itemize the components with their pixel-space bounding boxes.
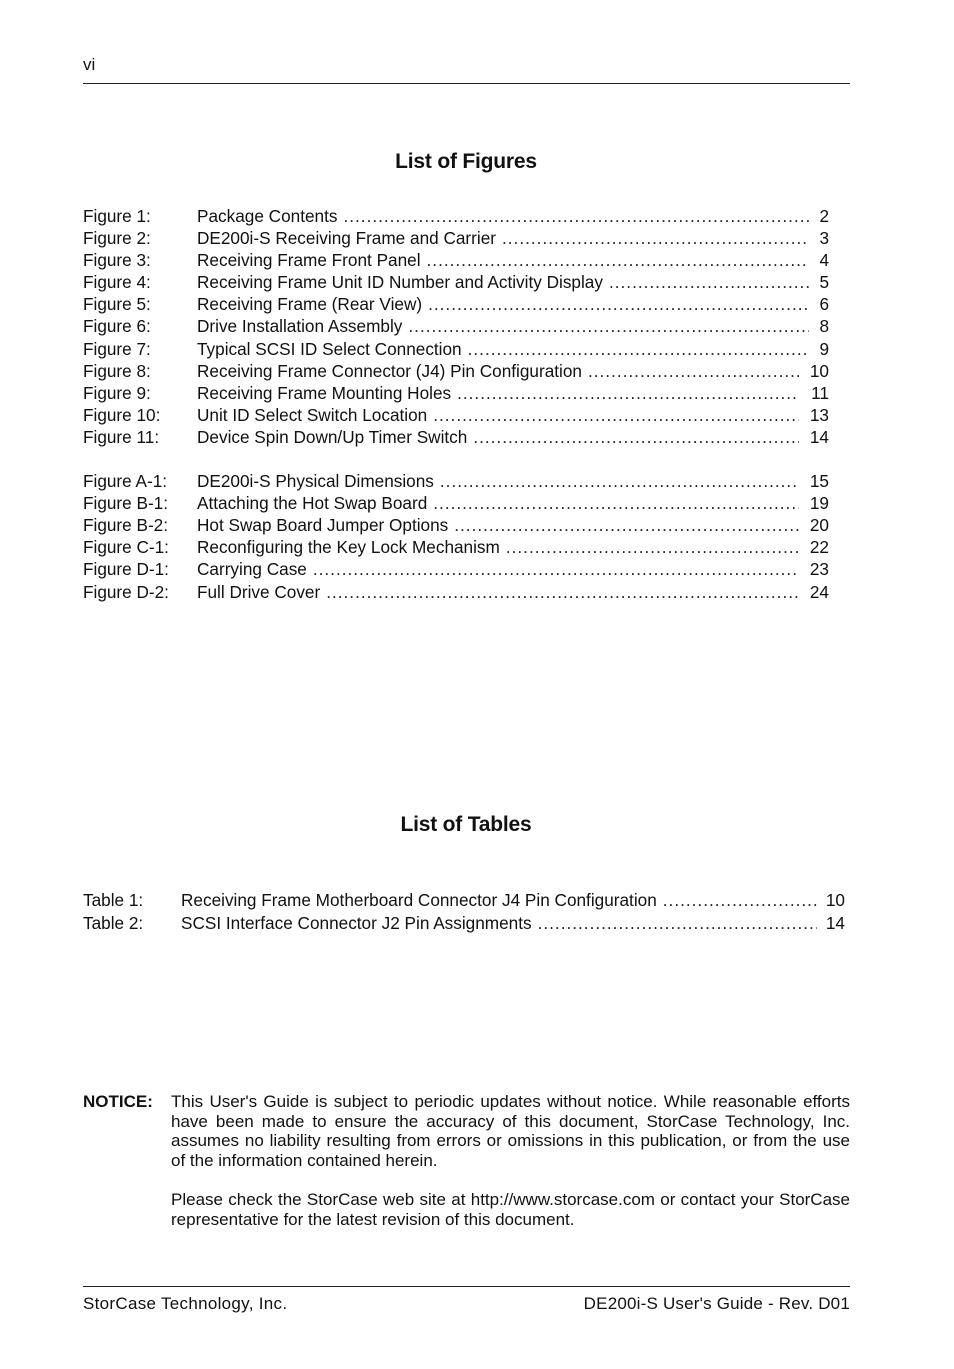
page-ref: 15 bbox=[809, 471, 829, 492]
figure-label: Figure 5: bbox=[83, 294, 151, 315]
notice-paragraph: This User's Guide is subject to periodic updates without notice. While reasonable efforts have been made to ensure the accuracy of this document, StorCase Technology, Inc. assumes no liability resulting from errors or omissions in this publication, or from the use of the information contained herein. bbox=[171, 1092, 850, 1170]
list-item[interactable] bbox=[83, 471, 829, 493]
figure-label: Figure D-2: bbox=[83, 581, 169, 602]
figure-label: Figure 4: bbox=[83, 272, 151, 293]
figure-title: DE200i-S Physical Dimensions bbox=[197, 471, 434, 492]
page-ref: 8 bbox=[819, 316, 829, 337]
list-item[interactable] bbox=[83, 294, 829, 316]
dot-leader bbox=[473, 427, 799, 448]
dot-leader bbox=[326, 582, 799, 603]
figure-label: Figure D-1: bbox=[83, 559, 169, 580]
list-item[interactable] bbox=[83, 383, 829, 405]
notice-label: NOTICE: bbox=[83, 1092, 153, 1111]
list-item[interactable] bbox=[83, 228, 829, 250]
page-ref: 13 bbox=[809, 404, 829, 425]
dot-leader bbox=[588, 361, 799, 382]
dot-leader bbox=[502, 228, 809, 249]
figure-title: Attaching the Hot Swap Board bbox=[197, 493, 428, 514]
dot-leader bbox=[538, 913, 817, 934]
figure-label: Figure 7: bbox=[83, 338, 151, 359]
figure-label: Figure 6: bbox=[83, 316, 151, 337]
list-item[interactable] bbox=[83, 515, 829, 537]
list-item[interactable] bbox=[83, 493, 829, 515]
dot-leader bbox=[440, 471, 799, 492]
figure-label: Figure 1: bbox=[83, 206, 151, 226]
page-ref: 14 bbox=[825, 913, 845, 933]
figure-label: Figure 10: bbox=[83, 404, 161, 425]
dot-leader bbox=[433, 405, 799, 426]
figure-label: Figure 8: bbox=[83, 360, 151, 381]
figure-title: Receiving Frame Unit ID Number and Activity Display bbox=[197, 272, 603, 293]
page-number: vi bbox=[83, 55, 96, 74]
figure-title: Receiving Frame (Rear View) bbox=[197, 294, 423, 315]
tables-list bbox=[83, 890, 845, 936]
figure-label: Figure 9: bbox=[83, 382, 151, 403]
figure-title: Receiving Frame Connector (J4) Pin Configuration bbox=[197, 360, 582, 381]
figure-title: DE200i-S Receiving Frame and Carrier bbox=[197, 228, 496, 249]
dot-leader bbox=[408, 316, 809, 337]
list-item[interactable] bbox=[83, 890, 845, 913]
figure-title: Typical SCSI ID Select Connection bbox=[197, 338, 462, 359]
page-ref: 5 bbox=[819, 272, 829, 293]
dot-leader bbox=[343, 206, 809, 227]
page-ref: 14 bbox=[809, 426, 829, 447]
page-ref: 22 bbox=[809, 537, 829, 558]
footer-document-title: DE200i-S User's Guide - Rev. D01 bbox=[583, 1294, 850, 1313]
dot-leader bbox=[457, 383, 799, 404]
table-label: Table 2: bbox=[83, 913, 144, 933]
dot-leader bbox=[468, 339, 809, 360]
page-ref: 10 bbox=[809, 360, 829, 381]
figure-title: Receiving Frame Mounting Holes bbox=[197, 382, 452, 403]
figure-title: Carrying Case bbox=[197, 559, 307, 580]
list-item[interactable] bbox=[83, 427, 829, 449]
dot-leader bbox=[506, 537, 799, 558]
dot-leader bbox=[427, 250, 809, 271]
figures-list bbox=[83, 206, 829, 604]
figure-title: Package Contents bbox=[197, 206, 338, 226]
figure-label: Figure B-1: bbox=[83, 493, 169, 514]
list-item[interactable] bbox=[83, 559, 829, 581]
figure-title: Hot Swap Board Jumper Options bbox=[197, 515, 449, 536]
notice-block bbox=[83, 1092, 850, 1249]
page-ref: 2 bbox=[819, 206, 829, 226]
page-ref: 24 bbox=[809, 581, 829, 602]
dot-leader bbox=[609, 272, 809, 293]
list-item[interactable] bbox=[83, 250, 829, 272]
figure-label: Figure C-1: bbox=[83, 537, 169, 558]
list-item[interactable] bbox=[83, 582, 829, 604]
dot-leader bbox=[428, 294, 809, 315]
table-label: Table 1: bbox=[83, 890, 144, 910]
page-ref: 3 bbox=[819, 228, 829, 249]
figure-label: Figure B-2: bbox=[83, 515, 169, 536]
notice-paragraph: Please check the StorCase web site at http://www.storcase.com or contact your StorCase representative for the latest revision of this document. bbox=[171, 1189, 850, 1229]
header-rule bbox=[83, 83, 850, 84]
figure-title: Drive Installation Assembly bbox=[197, 316, 403, 337]
list-item[interactable] bbox=[83, 537, 829, 559]
notice-body bbox=[171, 1092, 850, 1229]
dot-leader bbox=[313, 559, 799, 580]
figure-title: Device Spin Down/Up Timer Switch bbox=[197, 426, 468, 447]
figure-title: Unit ID Select Switch Location bbox=[197, 404, 428, 425]
page-ref: 4 bbox=[819, 250, 829, 271]
list-of-figures-title: List of Figures bbox=[395, 150, 537, 173]
list-item[interactable] bbox=[83, 206, 829, 228]
figure-label: Figure 2: bbox=[83, 228, 151, 249]
page-ref: 23 bbox=[809, 559, 829, 580]
list-item[interactable] bbox=[83, 405, 829, 427]
dot-leader bbox=[663, 890, 817, 911]
list-of-tables-title: List of Tables bbox=[400, 813, 532, 836]
page-ref: 20 bbox=[809, 515, 829, 536]
figure-title: Reconfiguring the Key Lock Mechanism bbox=[197, 537, 500, 558]
figure-label: Figure A-1: bbox=[83, 471, 168, 492]
table-title: Receiving Frame Motherboard Connector J4 Pin Configuration bbox=[181, 890, 657, 910]
page-ref: 19 bbox=[809, 493, 829, 514]
figure-title: Full Drive Cover bbox=[197, 581, 321, 602]
list-item[interactable] bbox=[83, 361, 829, 383]
list-item[interactable] bbox=[83, 272, 829, 294]
list-item[interactable] bbox=[83, 339, 829, 361]
figure-title: Receiving Frame Front Panel bbox=[197, 250, 421, 271]
page-ref: 6 bbox=[819, 294, 829, 315]
figure-label: Figure 3: bbox=[83, 250, 151, 271]
dot-leader bbox=[433, 493, 799, 514]
list-item[interactable] bbox=[83, 913, 845, 936]
page-ref: 10 bbox=[825, 890, 845, 910]
figure-label: Figure 11: bbox=[83, 426, 160, 447]
page-ref: 9 bbox=[819, 338, 829, 359]
footer-rule bbox=[83, 1286, 850, 1287]
dot-leader bbox=[454, 515, 799, 536]
list-item[interactable] bbox=[83, 316, 829, 338]
page-ref: 11 bbox=[811, 382, 829, 403]
table-title: SCSI Interface Connector J2 Pin Assignments bbox=[181, 913, 532, 933]
footer-company: StorCase Technology, Inc. bbox=[83, 1294, 288, 1313]
